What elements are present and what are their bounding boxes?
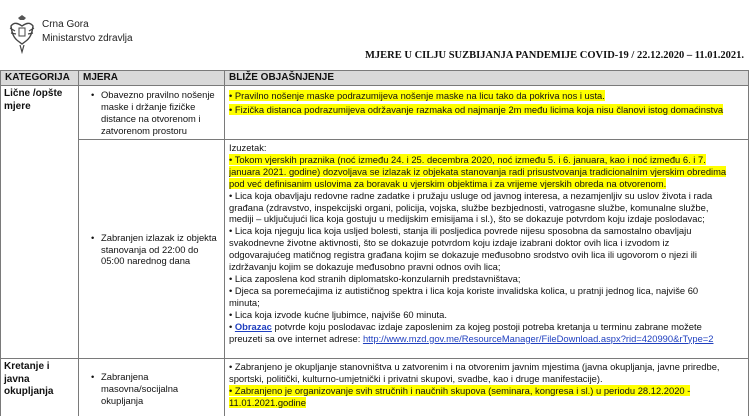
table-header-row	[1, 71, 749, 86]
measure-text: Zabranjen izlazak iz objekta stanovanja od 22:00 do 05:00 narednog dana	[101, 231, 217, 267]
org-country: Crna Gora	[42, 19, 89, 30]
category-movement-gatherings: Kretanje i javna okupljanja	[1, 359, 79, 416]
explanation-line: svakodnevne životne aktivnosti, što se dokazuje potvrdom koju izdaje izabrani doktor ovih lica i izvodom iz	[229, 237, 670, 249]
explanation-line: • Fizička distanca podrazumijeva održavanje razmaka od najmanje 2m među licima koja nisu članovi istog domaćinstva	[229, 103, 724, 115]
explanation-line: • Lica koja izvode kućne ljubimce, najviše 60 minuta.	[229, 308, 447, 320]
table-row	[1, 359, 749, 416]
explanation-line: januara 2021. godine) dozvoljava se izlazak iz objekata stanovanja radi prisustvovanja tradicionalnim vjerskim obredima	[229, 165, 727, 177]
explanation-line: odgovarajućeg matičnog registra građana kojim se dokazuje međusobno srodstvo ovih lica ili ugovorom o njezi ili	[229, 249, 697, 261]
category-personal-measures: Lične /opšte mjere	[1, 86, 79, 359]
izuzetak-label: Izuzetak:	[229, 142, 267, 153]
document-header	[0, 0, 750, 72]
download-url-link[interactable]: http://www.mzd.gov.me/ResourceManager/FileDownload.aspx?rid=420990&rType=2	[362, 332, 714, 344]
explanation-line: • Zabranjeno je okupljanje stanovništva u zatvorenim i na otvorenim javnim mjestima (javna okupljanja, javne priredbe,	[229, 361, 720, 372]
montenegro-coat-of-arms-icon	[8, 14, 36, 54]
explanation-line: • Lica koja obavljaju redovne radne zadatke i pružaju usluge od javnog interesa, a nezamjenljiv su uslov života i rada	[229, 189, 713, 201]
explanation-line: potvrde koju poslodavac izdaje zaposlenim za kojeg postoji potreba kretanja u terminu zabrane možete	[271, 320, 702, 332]
document-title: MJERE U CILJU SUZBIJANJA PANDEMIJE COVID-19 / 22.12.2020 – 11.01.2021.	[365, 50, 744, 61]
measure-cell: • Obavezno pravilno nošenje maske i držanje fizičke distance na otvorenom i zatvorenom prostoru	[79, 86, 225, 140]
explanation-line: sportski, politički, kulturno-umjetnički i privatni skupovi, svadbe, kao i druge manifestacije).	[229, 372, 603, 384]
table-row	[1, 140, 749, 359]
explanation-line: minuta;	[229, 296, 260, 308]
table-row	[1, 86, 749, 140]
explanation-line: preuzeti sa ove internet adrese:	[229, 332, 363, 344]
explanation-line: građana (zdravstvo, inspekcijski organi, policija, vojska, službe bezbjednosti, vatrogasne službe, komunalne službe,	[229, 201, 709, 213]
column-header-category: KATEGORIJA	[1, 71, 79, 86]
explanation-line: • Lica zaposlena kod stranih diplomatsko-konzularnih predstavništava;	[229, 272, 521, 284]
explanation-line: • Zabranjeno je organizovanje svih stručnih i naučnih skupova (seminara, kongresa i sl.) u periodu 28.12.2020 -	[229, 384, 691, 396]
measure-cell: • Zabranjena masovna/socijalna okupljanja	[79, 359, 225, 416]
explanation-line: • Djeca sa poremećajima iz autističnog spektra i lica koja koriste invalidska kolica, u pratnji jednog lica, najviše 60	[229, 284, 699, 296]
column-header-explanation: BLIŽE OBJAŠNJENJE	[225, 71, 749, 86]
explanation-line: izdržavanju kojim se dokazuje međusobno pravni odnos ovih lica;	[229, 261, 501, 273]
explanation-line: • Pravilno nošenje maske podrazumijeva nošenje maske na licu tako da pokriva nos i usta.	[229, 90, 605, 101]
explanation-cell	[225, 86, 749, 140]
measure-text: Zabranjena masovna/socijalna okupljanja	[101, 371, 179, 406]
column-header-measure: MJERA	[79, 71, 225, 86]
measures-table	[0, 70, 749, 416]
explanation-line: 11.01.2021.godine	[229, 396, 306, 408]
measure-text: Obavezno pravilno nošenje maske i držanje fizičke distance na otvorenom i zatvorenom prostoru	[101, 89, 215, 136]
explanation-line: • Lica koja njeguju lica koja usljed bolesti, stanja ili posljedica povrede nijesu sposobna da samostalno obavljaju	[229, 225, 692, 237]
bullet: •	[229, 320, 235, 332]
obrazac-link[interactable]: Obrazac	[234, 320, 272, 332]
org-ministry: Ministarstvo zdravlja	[42, 33, 133, 44]
explanation-line: • Tokom vjerskih praznika (noć između 24. i 25. decembra 2020, noć između 5. i 6. januara, kao i noć između 6. i 7.	[229, 153, 706, 165]
explanation-line: mediji – uključujući lica koja gostuju u medijskim emisijama i sl.), što se dokazuje potvrdom koju izdaje poslodavac;	[229, 213, 705, 225]
explanation-cell	[225, 359, 749, 416]
measure-cell: • Zabranjen izlazak iz objekta stanovanja od 22:00 do 05:00 narednog dana	[79, 140, 225, 359]
explanation-cell	[225, 140, 749, 359]
explanation-line: pod već definisanim uslovima za boravak u vjerskim objektima i za vrijeme vjerskih obreda na otvorenom.	[229, 177, 667, 189]
